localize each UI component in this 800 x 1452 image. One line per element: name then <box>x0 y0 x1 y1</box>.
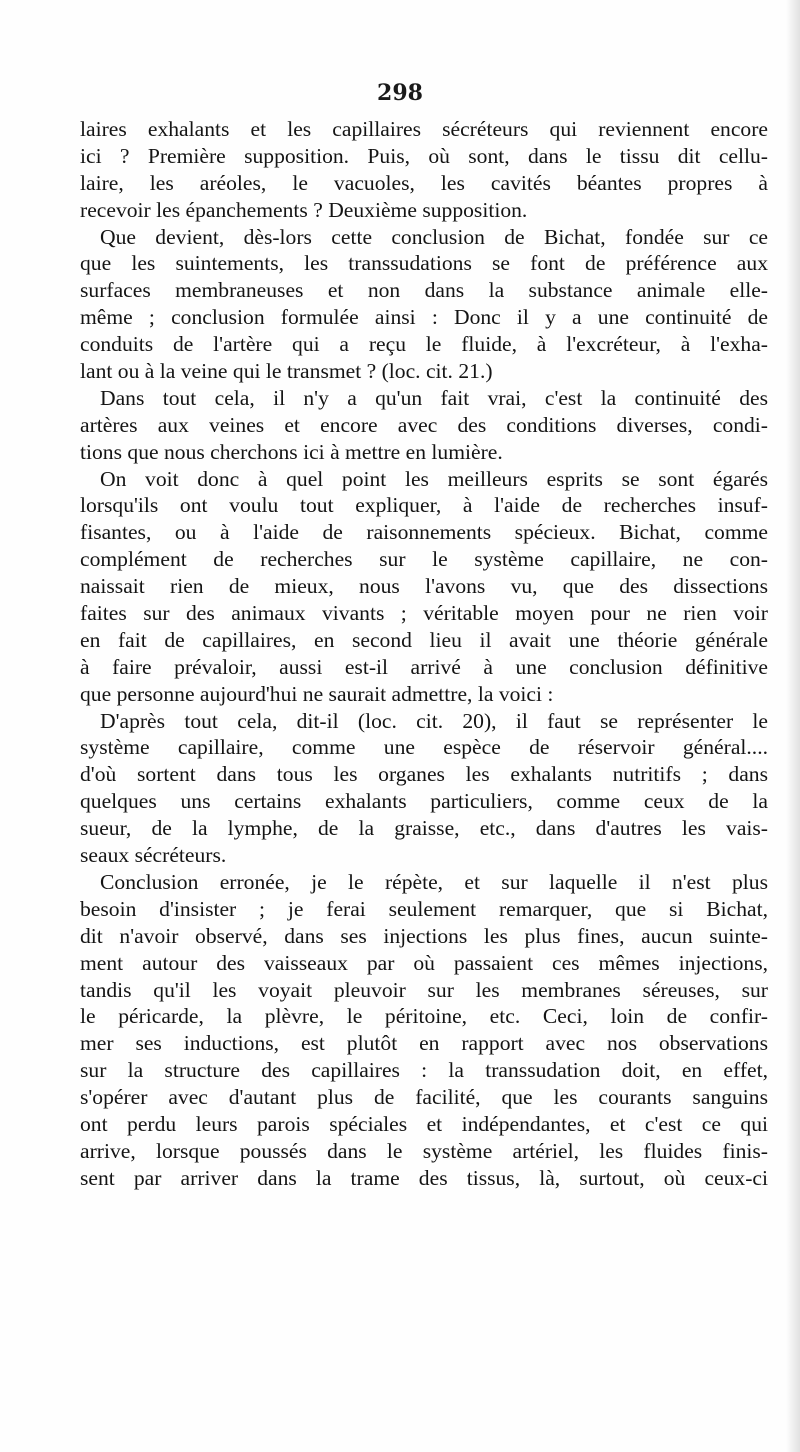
text-line: ici ? Première supposition. Puis, où sont, dans le tissu dit cellu- <box>80 143 768 168</box>
text-line: fisantes, ou à l'aide de raisonnements spécieux. Bichat, comme <box>80 520 768 545</box>
text-line: sur la structure des capillaires : la transsudation doit, en effet, <box>80 1058 768 1083</box>
text-line: ont perdu leurs parois spéciales et indépendantes, et c'est ce qui <box>80 1111 768 1136</box>
text-line: conduits de l'artère qui a reçu le fluide, à l'excréteur, à l'exha- <box>80 332 768 357</box>
text-line: le péricarde, la plèvre, le péritoine, etc. Ceci, loin de confir- <box>80 1004 768 1029</box>
text-line: laires exhalants et les capillaires sécréteurs qui reviennent encore <box>80 117 768 141</box>
text-line: que personne aujourd'hui ne saurait admettre, la voici : <box>80 681 554 706</box>
text-line: faites sur des animaux vivants ; véritable moyen pour ne rien voir <box>80 601 768 626</box>
text-line: recevoir les épanchements ? Deuxième supposition. <box>80 197 528 222</box>
page-edge-shadow <box>786 0 800 1452</box>
text-line: d'où sortent dans tous les organes les exhalants nutritifs ; dans <box>80 762 768 787</box>
text-line: Que devient, dès-lors cette conclusion de Bichat, fondée sur ce <box>100 224 768 249</box>
text-line: quelques uns certains exhalants particuliers, comme ceux de la <box>80 789 768 814</box>
text-line: même ; conclusion formulée ainsi : Donc il y a une continuité de <box>80 305 768 330</box>
text-line: D'après tout cela, dit-il (loc. cit. 20), il faut se représenter le <box>100 708 768 733</box>
text-line: On voit donc à quel point les meilleurs esprits se sont égarés <box>100 466 768 491</box>
text-line: mer ses inductions, est plutôt en rapport avec nos observations <box>80 1031 768 1056</box>
text-line: Conclusion erronée, je le répète, et sur laquelle il n'est plus <box>100 869 768 894</box>
text-line: tandis qu'il les voyait pleuvoir sur les membranes séreuses, sur <box>80 977 768 1002</box>
text-line: que les suintements, les transsudations se font de préférence aux <box>80 251 768 276</box>
text-line: artères aux veines et encore avec des conditions diverses, condi- <box>80 412 768 437</box>
text-line: sueur, de la lymphe, de la graisse, etc., dans d'autres les vais- <box>80 816 768 841</box>
page-number: 298 <box>377 80 423 106</box>
text-line: ment autour des vaisseaux par où passaient ces mêmes injections, <box>80 950 768 975</box>
text-line: en fait de capillaires, en second lieu il avait une théorie générale <box>80 627 768 652</box>
text-line: lant ou à la veine qui le transmet ? (loc. cit. 21.) <box>80 359 493 384</box>
text-line: dit n'avoir observé, dans ses injections les plus fines, aucun suinte- <box>80 923 768 948</box>
text-line: système capillaire, comme une espèce de réservoir général.... <box>80 735 768 760</box>
text-line: seaux sécréteurs. <box>80 843 227 868</box>
text-line: complément de recherches sur le système capillaire, ne con- <box>80 547 768 572</box>
text-line: naissait rien de mieux, nous l'avons vu, que des dissections <box>80 574 768 599</box>
text-line: lorsqu'ils ont voulu tout expliquer, à l'aide de recherches insuf- <box>80 493 768 518</box>
text-line: arrive, lorsque poussés dans le système artériel, les fluides finis- <box>80 1138 768 1163</box>
text-line: surfaces membraneuses et non dans la substance animale elle- <box>80 278 768 303</box>
body-text <box>80 116 768 1192</box>
text-line: sent par arriver dans la trame des tissus, là, surtout, où ceux-ci <box>80 1165 768 1190</box>
text-line: à faire prévaloir, aussi est-il arrivé à une conclusion définitive <box>80 654 768 679</box>
text-line: Dans tout cela, il n'y a qu'un fait vrai, c'est la continuité des <box>100 385 768 410</box>
text-line: besoin d'insister ; je ferai seulement remarquer, que si Bichat, <box>80 896 768 921</box>
text-line: tions que nous cherchons ici à mettre en lumière. <box>80 439 503 464</box>
text-line: s'opérer avec d'autant plus de facilité, que les courants sanguins <box>80 1085 768 1110</box>
text-line: laire, les aréoles, le vacuoles, les cavités béantes propres à <box>80 170 768 195</box>
